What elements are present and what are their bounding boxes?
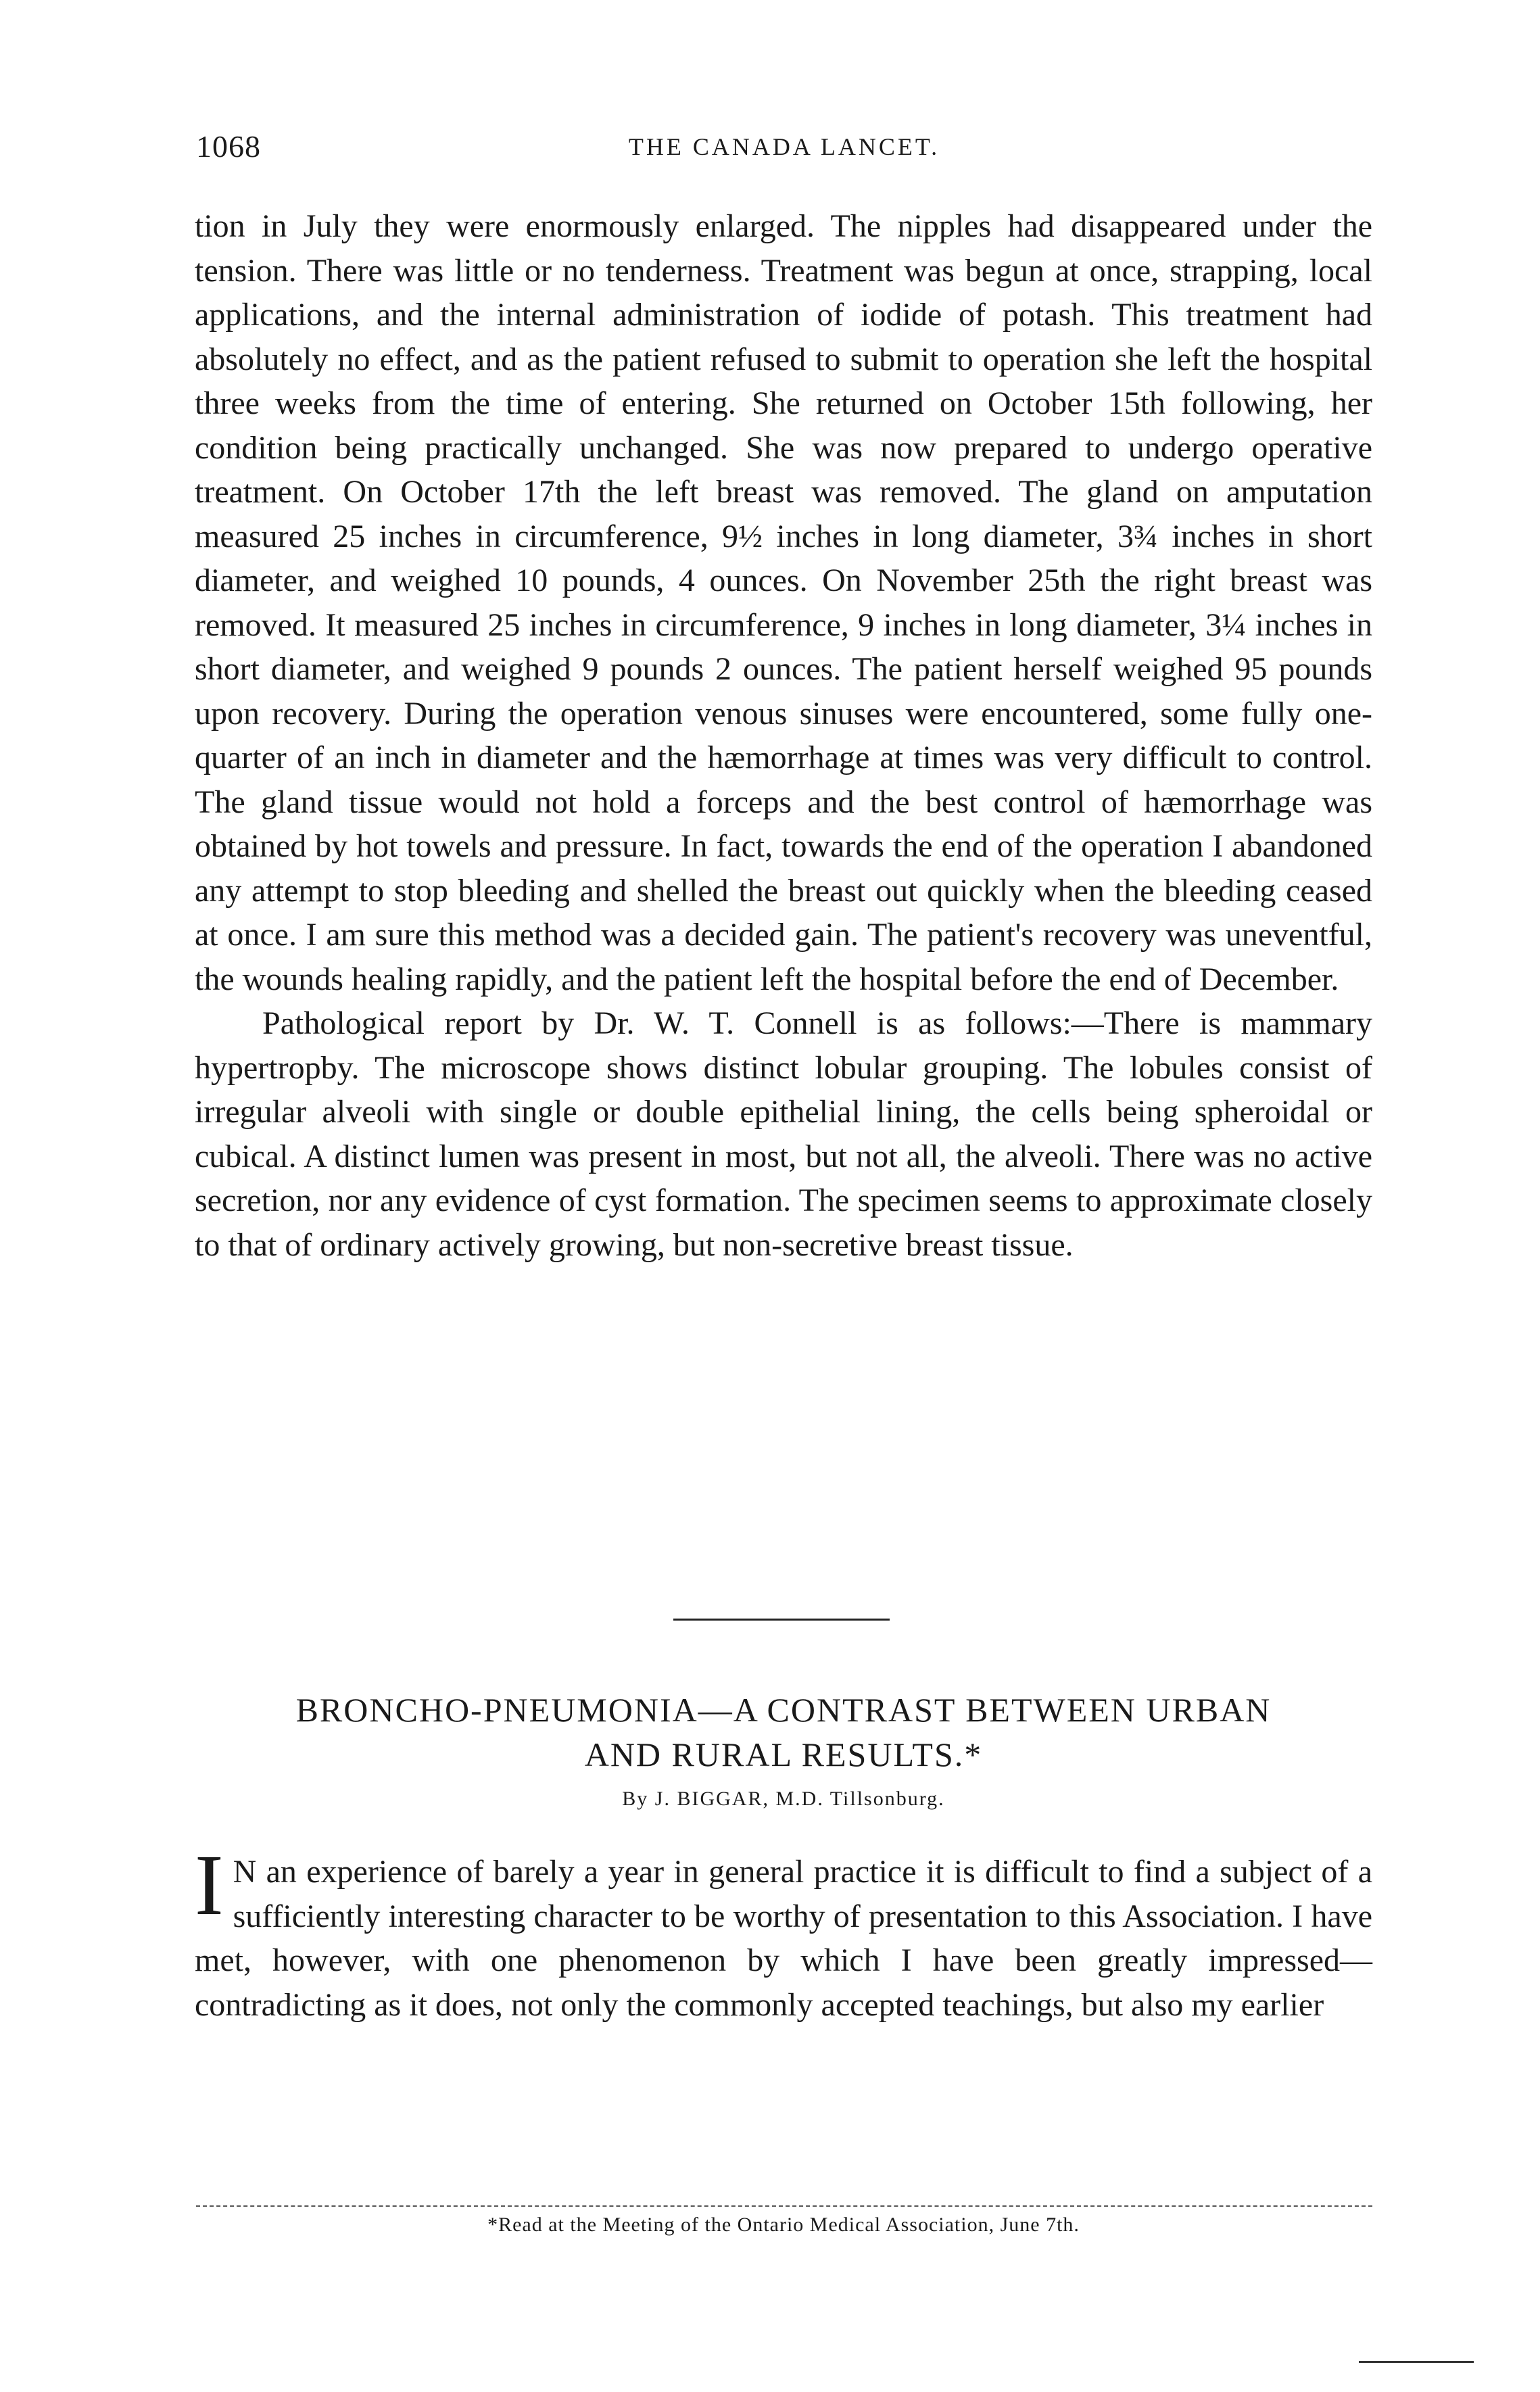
article-opening bbox=[195, 1837, 1372, 2027]
article-title bbox=[195, 1688, 1372, 1777]
article-byline: By J. BIGGAR, M.D. Tillsonburg. bbox=[622, 1788, 945, 1810]
section-divider bbox=[673, 1619, 890, 1621]
article-opening-paragraph bbox=[195, 1837, 1372, 2027]
previous-article-paragraph: tion in July they were enormously enlarged. The nipples had disappeared under the tension. There was little or no tenderness. Treatment was begun at once, strapping, local applications, and the internal administration of iodide of potash. This treatment had absolutely no effect, and as the patient refused to submit to operation she left the hospital three weeks from the time of entering. She returned on October 15th following, her condition being practically unchanged. She was now prepared to undergo operative treatment. On October 17th the left breast was removed. The gland on amputation measured 25 inches in circumference, 9½ inches in long diameter, 3¾ inches in short diameter, and weighed 10 pounds, 4 ounces. On November 25th the right breast was removed. It measured 25 inches in circumference, 9 inches in long diameter, 3¼ inches in short diameter, and weighed 9 pounds 2 ounces. The patient herself weighed 95 pounds upon recovery. During the operation venous sinuses were encountered, some fully one-quarter of an inch in diameter and the hæmorrhage at times was very difficult to control. The gland tissue would not hold a forceps and the best control of hæmorrhage was obtained by hot towels and pressure. In fact, towards the end of the operation I abandoned any attempt to stop bleeding and shelled the breast out quickly when the bleeding ceased at once. I am sure this method was a decided gain. The patient's recovery was uneventful, the wounds healing rapidly, and the patient left the hospital before the end of December. bbox=[195, 208, 1372, 997]
article-title-line-2: AND RURAL RESULTS.* bbox=[584, 1736, 983, 1773]
footnote-divider bbox=[196, 2205, 1372, 2207]
drop-cap: I bbox=[195, 1837, 224, 1933]
article-title-line-1: BRONCHO-PNEUMONIA—A CONTRAST BETWEEN URBAN bbox=[295, 1691, 1272, 1729]
article-opening-text: N an experience of barely a year in general practice it is difficult to find a subject of a sufficiently interesting character to be worthy of presentation to this Association. I have met, however, with one phenomenon by which I have been greatly impressed—contradicting as it does, not only the commonly accepted teachings, but also my earlier bbox=[195, 1854, 1372, 2023]
previous-article-text bbox=[195, 204, 1372, 1267]
page-header bbox=[196, 128, 1372, 176]
running-title: THE CANADA LANCET. bbox=[628, 133, 940, 160]
scan-corner-mark bbox=[1359, 2361, 1474, 2363]
page-number: 1068 bbox=[196, 129, 261, 164]
footnote: *Read at the Meeting of the Ontario Medical Association, June 7th. bbox=[487, 2214, 1080, 2236]
pathological-report-paragraph: Pathological report by Dr. W. T. Connell is as follows:—There is mammary hypertropby. The microscope shows distinct lobular grouping. The lobules consist of irregular alveoli with single or double epithelial lining, the cells being spheroidal or cubical. A distinct lumen was present in most, but not all, the alveoli. There was no active secretion, nor any evidence of cyst formation. The specimen seems to approximate closely to that of ordinary actively growing, but non-secretive breast tissue. bbox=[195, 1005, 1372, 1263]
